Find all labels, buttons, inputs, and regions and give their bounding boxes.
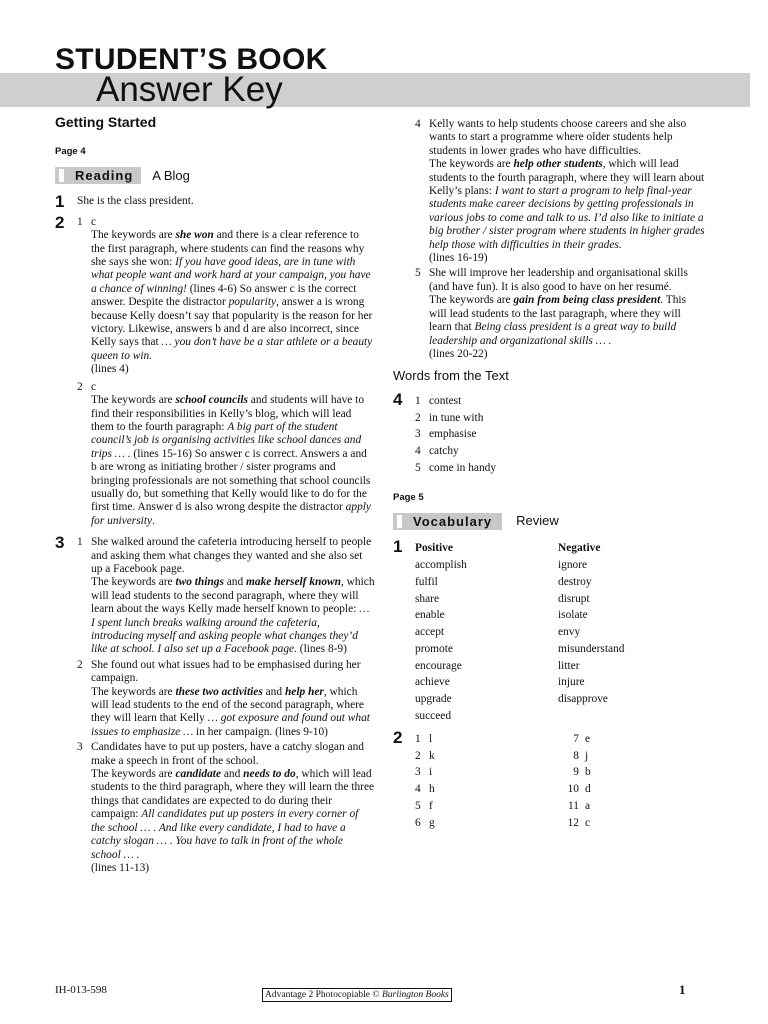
document-code: IH-013-598 (55, 984, 107, 996)
answer-item (77, 536, 375, 657)
vocab-exercise-1 (393, 537, 705, 725)
match-row: 10 d (567, 783, 591, 796)
section-title: Getting Started (55, 114, 157, 130)
item-number: 4 (415, 118, 421, 130)
match-row: 6 g (415, 816, 435, 829)
line-reference: (lines 16-19) (429, 252, 488, 265)
word: enable (415, 609, 445, 622)
match-row: 9 b (573, 766, 591, 779)
item-number: 1 (415, 394, 421, 407)
right-column (393, 118, 705, 834)
explanation: The keywords are two things and make herself known, which will lead students to the second paragraph, where they will learn about the ways Kelly made herself known to people: … I spent lunch breaks walking around the cafeteria, introducing myself and asking people what changes they’d like at school. I also set up a Facebook page. (lines 8-9) (91, 576, 375, 656)
line-reference: (lines 4) (91, 363, 129, 376)
line-reference: (lines 20-22) (429, 347, 488, 360)
answer-text: Candidates have to put up posters, have a catchy slogan and make a speech in front of the school. (91, 741, 364, 767)
match-row: 8 j (573, 749, 589, 762)
item-number: 4 (415, 445, 421, 458)
item-number: 1 (77, 536, 83, 549)
exercise-number: 2 (55, 212, 65, 232)
answer-item (77, 659, 375, 739)
item-number: 3 (415, 428, 421, 441)
page-label: Page 4 (55, 146, 86, 158)
answer-item (77, 216, 375, 377)
answer-key-title: Answer Key (96, 70, 283, 109)
word: upgrade (415, 693, 452, 706)
word: accomplish (415, 558, 467, 571)
word: isolate (558, 609, 588, 622)
exercise-3 (55, 533, 375, 877)
explanation: The keywords are school councils and students will have to find their responsibilities in Kelly’s blog, which will lead them to the fourth paragraph: A big part of the student council’s job is organising activities like school dances and trips … . (lines 15-16) So answer c is correct. Answers a and b are wrong as initiating brother / sister programs and bringing professionals are not something that school councils usually do, but something that Kelly would like to do for the first time. Answer d is also wrong despite the distractor apply for university. (91, 394, 371, 527)
match-row: 11 a (568, 800, 591, 813)
match-row: 12 c (567, 816, 591, 829)
word: achieve (415, 676, 450, 689)
vocabulary-tag: Vocabulary (393, 513, 502, 530)
match-row: 2 k (415, 749, 435, 762)
explanation: The keywords are help other students, which will lead students to the fourth paragraph, where they will learn about Kelly’s plans: I want to start a program to help final-year students make career decisions by getting professionals in various jobs to come and talk to us. I’d also like to initiate a big brother / sister program where students in higher grades help those with difficulties in their grades. (429, 158, 705, 251)
answer-item (415, 118, 705, 265)
vocabulary-subtitle: Review (516, 513, 559, 529)
page-number: 1 (679, 982, 686, 997)
explanation: The keywords are these two activities and help her, which will lead students to the end of the second paragraph, where they will learn that Kelly … got exposure and found out what issues to emphasize … in her campaign. (lines 9-10) (91, 685, 370, 738)
word: misunderstand (558, 642, 625, 655)
answer-letter: c (91, 380, 97, 393)
exercise-number: 3 (55, 533, 65, 553)
word: contest (429, 394, 462, 407)
explanation: The keywords are she won and there is a clear reference to the first paragraph, where students can find the reasons why she says she won: If you have good ideas, are in tune with what people want and work hard at your campaign, you have a chance of winning! (lines 4-6) So answer c is the correct answer. Despite the distractor popularity, answer a is wrong because Kelly doesn’t say that popularity is the reason for her victory. Likewise, answers b and d are also incorrect, since Kelly says that … you don’t have be a star athlete or a beauty queen to win. (91, 229, 373, 362)
vocab-exercise-2 (393, 727, 705, 832)
word: encourage (415, 659, 462, 672)
answer-item (415, 267, 705, 361)
explanation: The keywords are gain from being class president. This will lead students to the last paragraph, where they will learn that Being class president is a great way to build leadership and organizational skills … . (429, 294, 687, 347)
exercise-number: 1 (55, 191, 65, 211)
answer-text: She is the class president. (77, 194, 194, 207)
word: fulfil (415, 575, 438, 588)
exercise-number: 2 (393, 727, 403, 747)
word: emphasise (429, 428, 477, 441)
match-row: 3 i (415, 766, 433, 779)
word: destroy (558, 575, 592, 588)
match-row: 7 e (573, 732, 591, 745)
reading-subtitle: A Blog (152, 168, 190, 184)
answer-text: She walked around the cafeteria introducing herself to people and asking them what changes they wanted and she also set up a Facebook page. (91, 536, 372, 575)
positive-negative-table (415, 540, 705, 725)
answer-text: She will improve her leadership and organisational skills (and have fun). It is also good to have on her resumé. (429, 267, 688, 293)
words-from-text-heading: Words from the Text (393, 368, 509, 384)
exercise-number: 4 (393, 389, 403, 409)
vocabulary-heading (393, 512, 705, 530)
answer-item (77, 381, 375, 528)
answer-letter: c (91, 215, 97, 228)
word: succeed (415, 710, 452, 723)
word: envy (558, 626, 581, 639)
negative-header: Negative (558, 542, 601, 555)
item-number: 2 (77, 658, 83, 671)
copyright-notice: Advantage 2 Photocopiable © Burlington Books (262, 988, 452, 1002)
item-number: 2 (77, 380, 83, 393)
reading-heading (55, 167, 375, 185)
item-number: 1 (77, 215, 83, 228)
page-label: Page 5 (393, 491, 424, 503)
matching-left (415, 731, 565, 832)
word: injure (558, 676, 585, 689)
word: litter (558, 659, 580, 672)
answer-item (77, 741, 375, 875)
item-number: 5 (415, 461, 421, 474)
positive-column (415, 540, 558, 725)
exercise-2 (55, 212, 375, 530)
matching-right (565, 731, 635, 832)
word: in tune with (429, 411, 484, 424)
match-row: 4 h (415, 783, 435, 796)
word: share (415, 592, 440, 605)
exercise-4 (393, 389, 705, 477)
book-title: STUDENT’S BOOK (55, 43, 328, 76)
word: accept (415, 626, 445, 639)
exercise-number: 1 (393, 537, 403, 557)
word: disrupt (558, 592, 590, 605)
word: promote (415, 642, 453, 655)
reading-tag: Reading (55, 167, 141, 184)
negative-column (558, 540, 678, 725)
exercise-1 (55, 191, 375, 211)
word-list (415, 393, 705, 477)
item-number: 2 (415, 411, 421, 424)
item-number: 3 (77, 741, 83, 754)
match-row: 1 l (415, 732, 433, 745)
positive-header: Positive (415, 542, 453, 555)
word: catchy (429, 445, 459, 458)
match-row: 5 f (415, 800, 433, 813)
left-column (55, 116, 375, 879)
matching-answers (415, 731, 705, 832)
line-reference: (lines 11-13) (91, 861, 150, 874)
word: disapprove (558, 693, 608, 706)
answer-text: She found out what issues had to be emphasised during her campaign. (91, 658, 361, 685)
word: come in handy (429, 461, 497, 474)
answer-text: Kelly wants to help students choose careers and she also wants to start a programme where older students help students in lower grades who have difficulties. (429, 118, 687, 157)
item-number: 5 (415, 267, 421, 280)
explanation: The keywords are candidate and needs to do, which will lead students to the third paragraph, where they will learn the three things that candidates are expected to do during their campaign: All candidates put up posters in every corner of the school … . And like every candidate, I had to have a catchy slogan … . You have to talk in front of the whole school … . (91, 768, 375, 861)
word: ignore (558, 558, 588, 571)
